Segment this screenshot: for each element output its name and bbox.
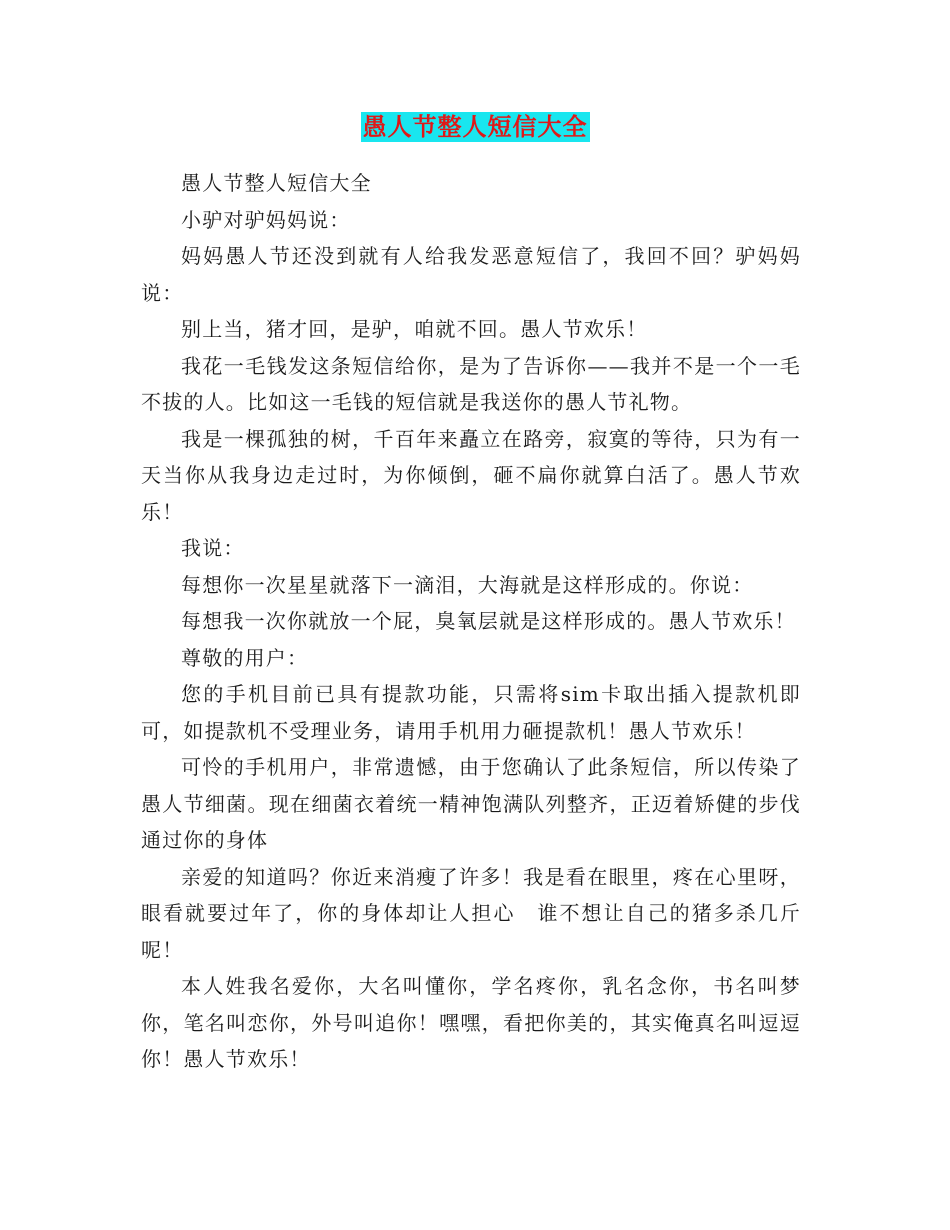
paragraph: 本人姓我名爱你，大名叫懂你，学名疼你，乳名念你，书名叫梦你，笔名叫恋你，外号叫追你！嘿嘿，看把你美的，其实俺真名叫逗逗你！愚人节欢乐！ (141, 974, 801, 1071)
paragraph: 每想你一次星星就落下一滴泪，大海就是这样形成的。你说： (181, 572, 754, 597)
paragraph: 我花一毛钱发这条短信给你，是为了告诉你——我并不是一个一毛不拔的人。比如这一毛钱的短信就是我送你的愚人节礼物。 (141, 353, 801, 414)
paragraph: 妈妈愚人节还没到就有人给我发恶意短信了，我回不回？驴妈妈说： (141, 244, 801, 305)
document-body (141, 165, 801, 1078)
paragraph: 可怜的手机用户，非常遗憾，由于您确认了此条短信，所以传染了愚人节细菌。现在细菌衣着统一精神饱满队列整齐，正迈着矫健的步伐通过你的身体 (141, 755, 801, 852)
title-container (0, 112, 950, 142)
paragraph: 别上当，猪才回，是驴，咱就不回。愚人节欢乐！ (181, 317, 648, 341)
paragraph: 小驴对驴妈妈说： (181, 207, 351, 232)
paragraph: 每想我一次你就放一个屁，臭氧层就是这样形成的。愚人节欢乐！ (181, 609, 796, 633)
paragraph: 尊敬的用户： (181, 645, 309, 670)
paragraph: 我说： (181, 536, 245, 560)
paragraph: 您的手机目前已具有提款功能，只需将sim卡取出插入提款机即可，如提款机不受理业务，请用手机用力砸提款机！愚人节欢乐！ (141, 682, 801, 743)
paragraph: 亲爱的知道吗？你近来消瘦了许多！我是看在眼里，疼在心里呀，眼看就要过年了，你的身体却让人担心 谁不想让自己的猪多杀几斤呢！ (141, 864, 801, 962)
document-title: 愚人节整人短信大全 (362, 112, 588, 141)
paragraph: 愚人节整人短信大全 (181, 171, 372, 195)
paragraph: 我是一棵孤独的树，千百年来矗立在路旁，寂寞的等待，只为有一天当你从我身边走过时，为你倾倒，砸不扁你就算白活了。愚人节欢乐！ (141, 426, 801, 524)
